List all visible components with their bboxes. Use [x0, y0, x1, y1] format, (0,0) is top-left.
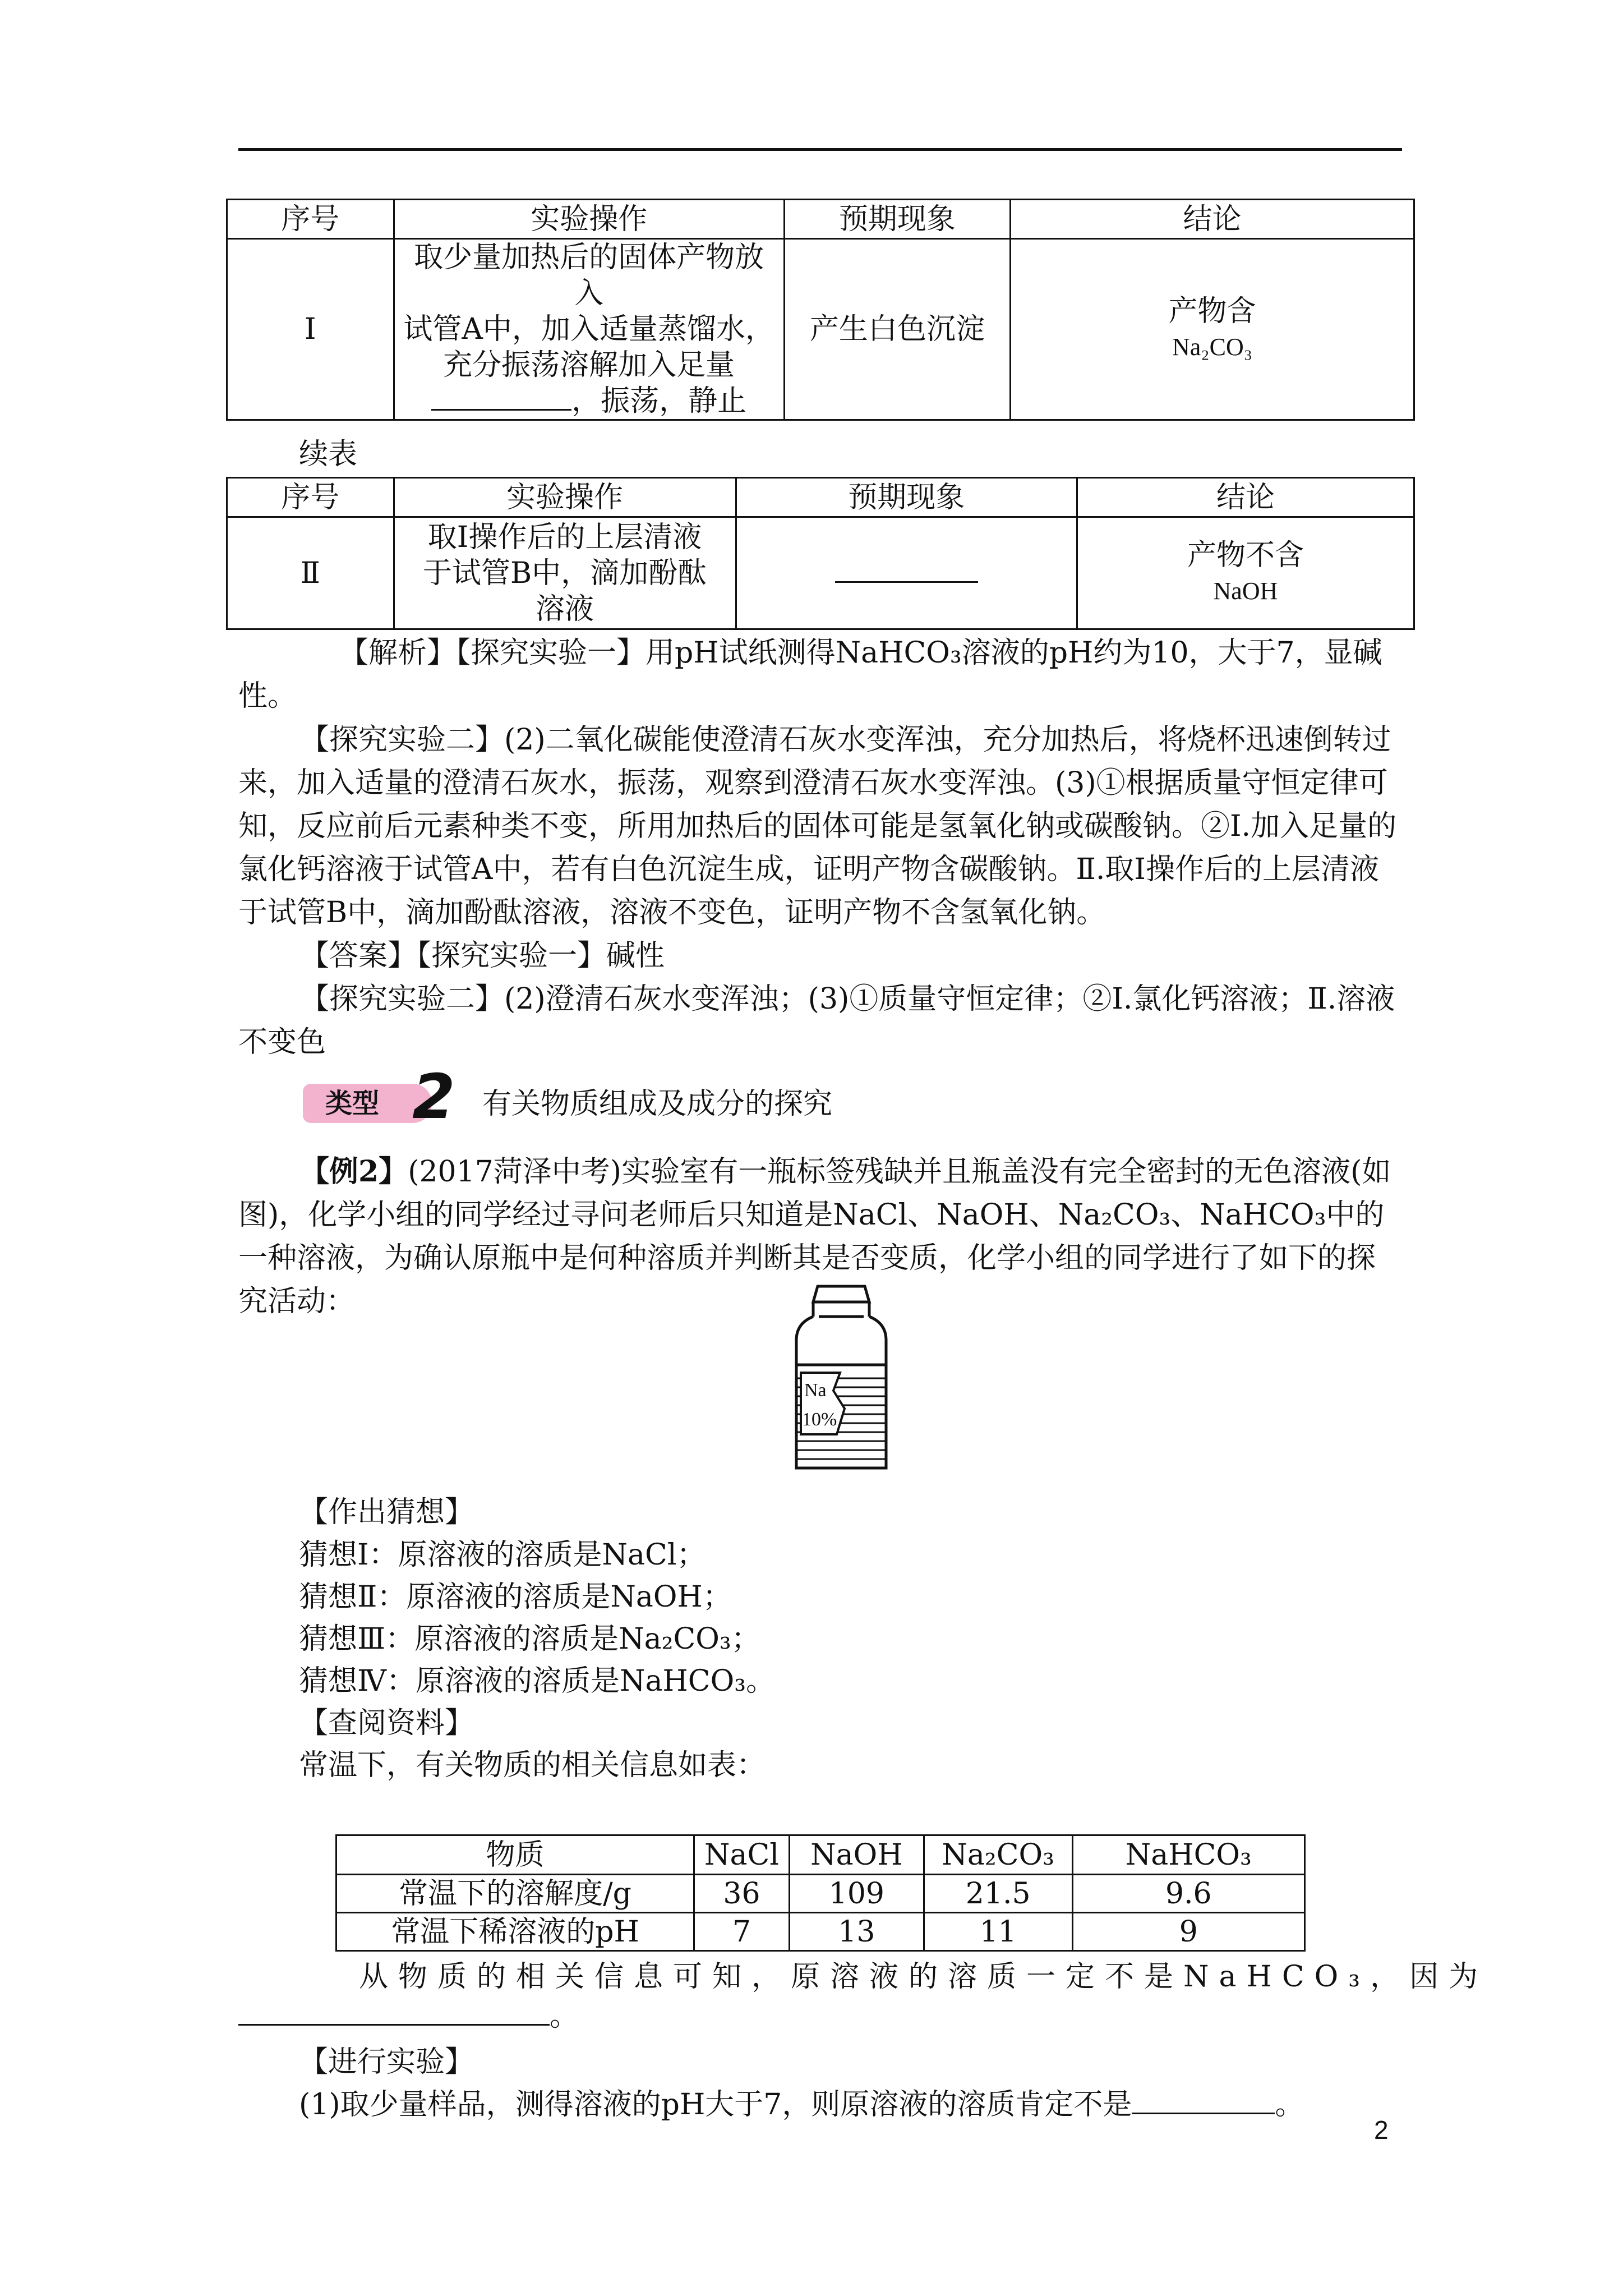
conclusion-line: 产物含 [1168, 295, 1256, 328]
table-row [227, 239, 1414, 420]
phenomenon-cell [736, 517, 1077, 629]
header-cell: 实验操作 [394, 200, 784, 239]
header-cell: 结论 [1011, 200, 1414, 239]
header-cell: 序号 [227, 200, 394, 239]
header-cell: 预期现象 [736, 478, 1077, 517]
conclusion-cell [1077, 517, 1414, 629]
operation-cell [394, 239, 784, 420]
properties-table [335, 1834, 1306, 1952]
page-number: 2 [1374, 2115, 1389, 2145]
op-line: 取Ⅰ操作后的上层清液 [427, 520, 702, 554]
fill-blank[interactable] [238, 2024, 550, 2026]
table-header-row [227, 200, 1414, 239]
example-label: 【例2】 [300, 1154, 408, 1189]
table-cell: 109 [789, 1875, 924, 1913]
header-cell: 物质 [336, 1835, 694, 1875]
op-line-with-blank: ，振荡，静止 [400, 383, 778, 419]
op-line: 充分振荡溶解加入足量 [443, 348, 735, 382]
op-line: 于试管B中，滴加酚酞 [422, 556, 707, 590]
table-cell: 9 [1072, 1913, 1304, 1951]
row-number: Ⅰ [227, 239, 394, 420]
conclusion-formula: NaOH [1213, 577, 1278, 605]
table-cell: 常温下稀溶液的pH [336, 1913, 694, 1951]
header-cell: 实验操作 [394, 478, 736, 517]
phenomenon-cell: 产生白色沉淀 [784, 239, 1010, 420]
conclusion-formula: Na₂CO₃ [1172, 333, 1253, 361]
experiment-heading: 【进行实验】 [299, 2045, 474, 2079]
table-cell: 9.6 [1072, 1875, 1304, 1913]
op-line: 试管A中，加入适量蒸馏水， [403, 312, 774, 346]
header-cell: 结论 [1077, 478, 1414, 517]
type-badge-number: 2 [412, 1061, 455, 1133]
continued-label: 续表 [299, 438, 358, 471]
type-badge: 类型 [303, 1084, 432, 1123]
table-row [227, 517, 1414, 629]
table-row [336, 1875, 1305, 1913]
bottle-label-percent: 10% [802, 1409, 837, 1430]
experiment-step-1: (1)取少量样品，测得溶液的pH大于7，则原溶液的溶质肯定不是 。 [299, 2088, 1304, 2122]
table-cell: 7 [694, 1913, 790, 1951]
answer-paragraph-2: 【探究实验二】(2)澄清石灰水变浑浊；(3)①质量守恒定律；②Ⅰ.氯化钙溶液；Ⅱ.溶液不变色 [238, 982, 1395, 1059]
conclusion-text: 从物质的相关信息可知，原溶液的溶质一定不是NaHCO₃，因为 [359, 1960, 1488, 1994]
op-line: 取少量加热后的固体产物放入 [414, 241, 764, 310]
hypothesis-item: 猜想Ⅱ：原溶液的溶质是NaOH； [299, 1580, 732, 1614]
table-cell: 21.5 [924, 1875, 1072, 1913]
hypothesis-item: 猜想Ⅲ：原溶液的溶质是Na₂CO₃； [299, 1622, 760, 1656]
fill-blank[interactable] [835, 581, 978, 583]
table-cell: 36 [694, 1875, 790, 1913]
table-cell: 13 [789, 1913, 924, 1951]
header-cell: NaOH [789, 1835, 924, 1875]
experiment-table-1 [226, 199, 1415, 421]
example-text: (2017菏泽中考)实验室有一瓶标签残缺并且瓶盖没有完全密封的无色溶液(如图)，化学小组的同学经过寻问老师后只知道是NaCl、NaOH、Na₂CO₃、NaHCO₃中的一种溶液，为确认原瓶中是何种溶质并判断其是否变质，化学小组的同学进行了如下的探究活动： [238, 1155, 1391, 1318]
answer-paragraph-1: 【答案】【探究实验一】碱性 [300, 939, 665, 973]
hypothesis-item: 猜想Ⅳ：原溶液的溶质是NaHCO₃。 [299, 1664, 776, 1698]
conclusion-line: 产物不含 [1187, 538, 1304, 572]
bottle-label-formula: Na [804, 1380, 827, 1401]
header-cell: 预期现象 [784, 200, 1010, 239]
header-rule [238, 148, 1402, 151]
hypothesis-item: 猜想Ⅰ：原溶液的溶质是NaCl； [299, 1538, 706, 1572]
table-header-row [336, 1835, 1305, 1875]
reference-heading: 【查阅资料】 [299, 1706, 474, 1740]
table-cell: 常温下的溶解度/g [336, 1875, 694, 1913]
hypotheses-heading: 【作出猜想】 [299, 1496, 474, 1529]
analysis-paragraph-2: 【探究实验二】(2)二氧化碳能使澄清石灰水变浑浊，充分加热后，将烧杯迅速倒转过来，加入适量的澄清石灰水，振荡，观察到澄清石灰水变浑浊。(3)①根据质量守恒定律可知，反应前后元素种类不变，所用加热后的固体可能是氢氧化钠或碳酸钠。②Ⅰ.加入足量的氯化钙溶液于试管A中，若有白色沉淀生成，证明产物含碳酸钠。Ⅱ.取Ⅰ操作后的上层清液于试管B中，滴加酚酞溶液，溶液不变色，证明产物不含氢氧化钠。 [238, 723, 1397, 930]
fill-blank[interactable] [1132, 2113, 1275, 2114]
conclusion-blank-line: 。 [238, 1998, 579, 2034]
row-number: Ⅱ [227, 517, 394, 629]
table-header-row [227, 478, 1414, 517]
reagent-bottle-icon [791, 1282, 892, 1473]
analysis-paragraph-1: 【解析】【探究实验一】用pH试纸测得NaHCO₃溶液的pH约为10，大于7，显碱性。 [238, 636, 1382, 713]
header-cell: 序号 [227, 478, 394, 517]
fill-blank[interactable] [431, 409, 571, 411]
conclusion-cell [1011, 239, 1414, 420]
op-line: 溶液 [536, 592, 594, 626]
operation-cell [394, 517, 736, 629]
table-cell: 11 [924, 1913, 1072, 1951]
section-title: 有关物质组成及成分的探究 [482, 1087, 833, 1121]
header-cell: NaHCO₃ [1072, 1835, 1304, 1875]
header-cell: NaCl [694, 1835, 790, 1875]
reference-intro: 常温下，有关物质的相关信息如表： [299, 1749, 766, 1782]
header-cell: Na₂CO₃ [924, 1835, 1072, 1875]
experiment-table-2 [226, 477, 1415, 630]
table-row [336, 1913, 1305, 1951]
